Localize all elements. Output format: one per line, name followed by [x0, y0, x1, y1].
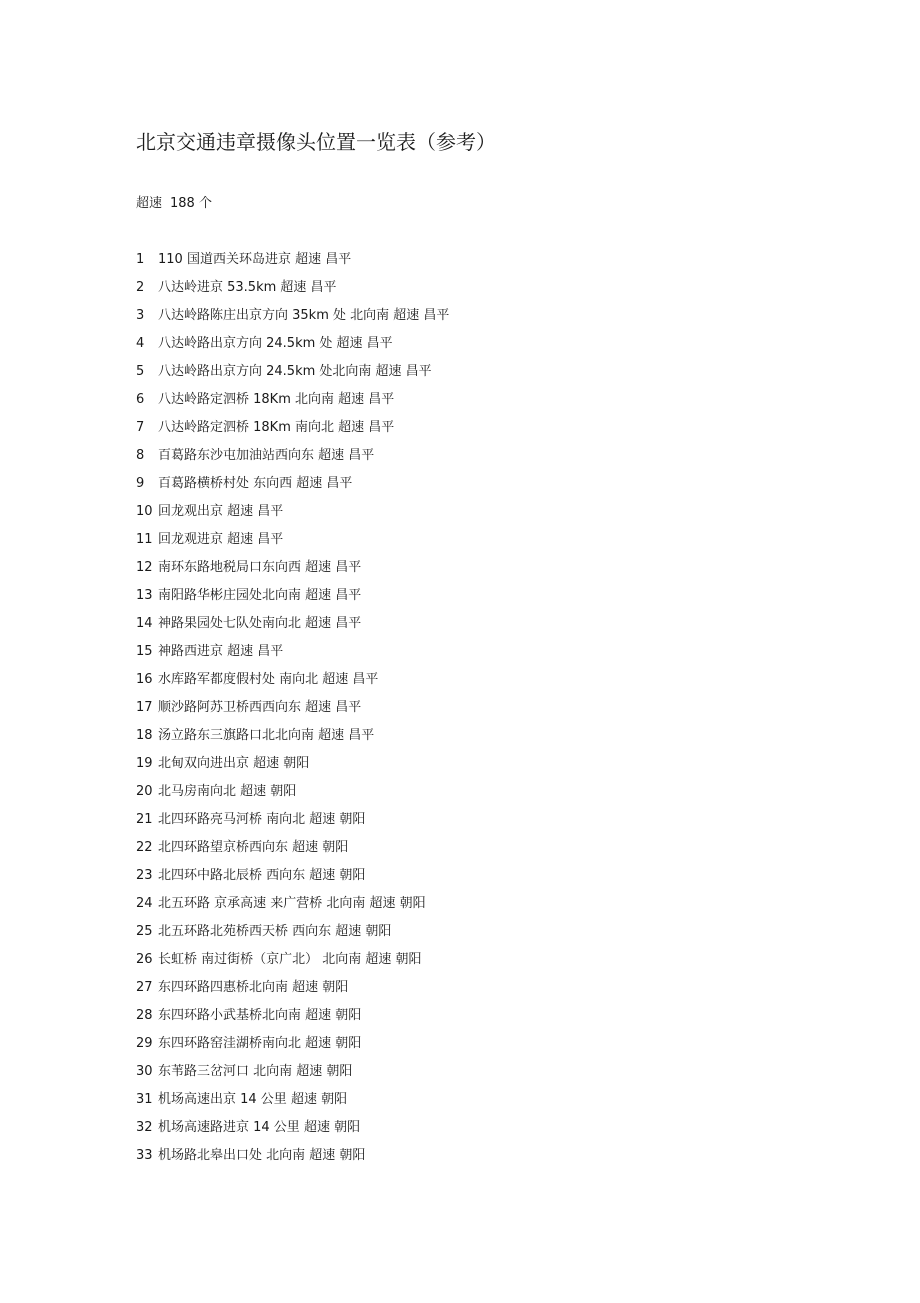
row-location-text: 北五环路 京承高速 来广营桥 北向南 超速 朝阳 — [158, 896, 426, 911]
row-location-text: 机场路北皋出口处 北向南 超速 朝阳 — [158, 1148, 366, 1163]
row-number: 16 — [136, 672, 153, 687]
row-number: 30 — [136, 1064, 153, 1079]
row-number: 17 — [136, 700, 153, 715]
row-location-text: 南阳路华彬庄园处北向南 超速 昌平 — [158, 588, 362, 603]
row-location-text: 北四环路亮马河桥 南向北 超速 朝阳 — [158, 812, 366, 827]
list-item — [136, 1035, 449, 1063]
row-location-text: 百葛路横桥村处 东向西 超速 昌平 — [158, 476, 353, 491]
row-location-text: 神路西进京 超速 昌平 — [158, 644, 284, 659]
list-item — [136, 279, 449, 307]
list-item — [136, 503, 449, 531]
row-location-text: 八达岭路出京方向 24.5km 处北向南 超速 昌平 — [158, 364, 432, 379]
row-location-text: 八达岭路定泗桥 18Km 南向北 超速 昌平 — [158, 420, 395, 435]
list-item — [136, 867, 449, 895]
row-location-text: 长虹桥 南过街桥（京广北） 北向南 超速 朝阳 — [158, 952, 422, 967]
row-location-text: 110 国道西关环岛进京 超速 昌平 — [158, 252, 352, 267]
row-location-text: 百葛路东沙屯加油站西向东 超速 昌平 — [158, 448, 375, 463]
row-location-text: 水库路军都度假村处 南向北 超速 昌平 — [158, 672, 379, 687]
row-location-text: 八达岭路陈庄出京方向 35km 处 北向南 超速 昌平 — [158, 308, 450, 323]
list-item — [136, 895, 449, 923]
row-number: 6 — [136, 392, 145, 407]
row-location-text: 神路果园处七队处南向北 超速 昌平 — [158, 616, 362, 631]
list-item — [136, 979, 449, 1007]
list-item — [136, 419, 449, 447]
list-item — [136, 531, 449, 559]
row-number: 33 — [136, 1148, 153, 1163]
list-item — [136, 615, 449, 643]
row-location-text: 机场高速出京 14 公里 超速 朝阳 — [158, 1092, 348, 1107]
row-number: 5 — [136, 364, 145, 379]
row-number: 28 — [136, 1008, 153, 1023]
row-number: 24 — [136, 896, 153, 911]
row-number: 32 — [136, 1120, 153, 1135]
row-number: 19 — [136, 756, 153, 771]
row-number: 12 — [136, 560, 153, 575]
section-heading — [136, 195, 212, 213]
list-item — [136, 307, 449, 335]
row-location-text: 八达岭路定泗桥 18Km 北向南 超速 昌平 — [158, 392, 395, 407]
row-location-text: 东苇路三岔河口 北向南 超速 朝阳 — [158, 1064, 353, 1079]
row-number: 27 — [136, 980, 153, 995]
row-location-text: 顺沙路阿苏卫桥西西向东 超速 昌平 — [158, 700, 362, 715]
row-location-text: 北甸双向进出京 超速 朝阳 — [158, 756, 310, 771]
list-item — [136, 783, 449, 811]
list-item — [136, 475, 449, 503]
row-number: 8 — [136, 448, 145, 463]
row-location-text: 北四环路望京桥西向东 超速 朝阳 — [158, 840, 349, 855]
row-location-text: 东四环路四惠桥北向南 超速 朝阳 — [158, 980, 349, 995]
section-count: 188 个 — [170, 196, 212, 211]
row-number: 23 — [136, 868, 153, 883]
document-title: 北京交通违章摄像头位置一览表（参考） — [136, 130, 496, 154]
row-number: 15 — [136, 644, 153, 659]
list-item — [136, 1007, 449, 1035]
row-number: 25 — [136, 924, 153, 939]
row-number: 10 — [136, 504, 153, 519]
list-item — [136, 447, 449, 475]
row-location-text: 北五环路北苑桥西天桥 西向东 超速 朝阳 — [158, 924, 392, 939]
list-item — [136, 951, 449, 979]
row-number: 1 — [136, 252, 145, 267]
row-location-text: 北马房南向北 超速 朝阳 — [158, 784, 297, 799]
row-location-text: 北四环中路北辰桥 西向东 超速 朝阳 — [158, 868, 366, 883]
list-item — [136, 335, 449, 363]
section-label: 超速 — [136, 196, 163, 211]
list-item — [136, 727, 449, 755]
list-item — [136, 1147, 449, 1175]
list-item — [136, 1063, 449, 1091]
row-number: 9 — [136, 476, 145, 491]
row-location-text: 东四环路窑洼湖桥南向北 超速 朝阳 — [158, 1036, 362, 1051]
row-number: 2 — [136, 280, 145, 295]
list-item — [136, 671, 449, 699]
list-item — [136, 251, 449, 279]
row-location-text: 东四环路小武基桥北向南 超速 朝阳 — [158, 1008, 362, 1023]
row-number: 4 — [136, 336, 145, 351]
row-location-text: 汤立路东三旗路口北北向南 超速 昌平 — [158, 728, 375, 743]
list-item — [136, 587, 449, 615]
list-item — [136, 1091, 449, 1119]
list-item — [136, 643, 449, 671]
row-number: 29 — [136, 1036, 153, 1051]
list-item — [136, 363, 449, 391]
row-number: 3 — [136, 308, 145, 323]
list-item — [136, 839, 449, 867]
row-number: 11 — [136, 532, 153, 547]
row-location-text: 回龙观出京 超速 昌平 — [158, 504, 284, 519]
row-number: 22 — [136, 840, 153, 855]
row-location-text: 八达岭进京 53.5km 超速 昌平 — [158, 280, 337, 295]
row-number: 31 — [136, 1092, 153, 1107]
list-item — [136, 811, 449, 839]
row-location-text: 南环东路地税局口东向西 超速 昌平 — [158, 560, 362, 575]
row-number: 20 — [136, 784, 153, 799]
row-number: 13 — [136, 588, 153, 603]
camera-location-list — [136, 251, 449, 1175]
list-item — [136, 755, 449, 783]
row-location-text: 回龙观进京 超速 昌平 — [158, 532, 284, 547]
list-item — [136, 1119, 449, 1147]
row-number: 26 — [136, 952, 153, 967]
row-number: 14 — [136, 616, 153, 631]
row-number: 21 — [136, 812, 153, 827]
list-item — [136, 391, 449, 419]
row-location-text: 机场高速路进京 14 公里 超速 朝阳 — [158, 1120, 361, 1135]
list-item — [136, 923, 449, 951]
row-number: 7 — [136, 420, 145, 435]
row-number: 18 — [136, 728, 153, 743]
row-location-text: 八达岭路出京方向 24.5km 处 超速 昌平 — [158, 336, 393, 351]
list-item — [136, 559, 449, 587]
list-item — [136, 699, 449, 727]
